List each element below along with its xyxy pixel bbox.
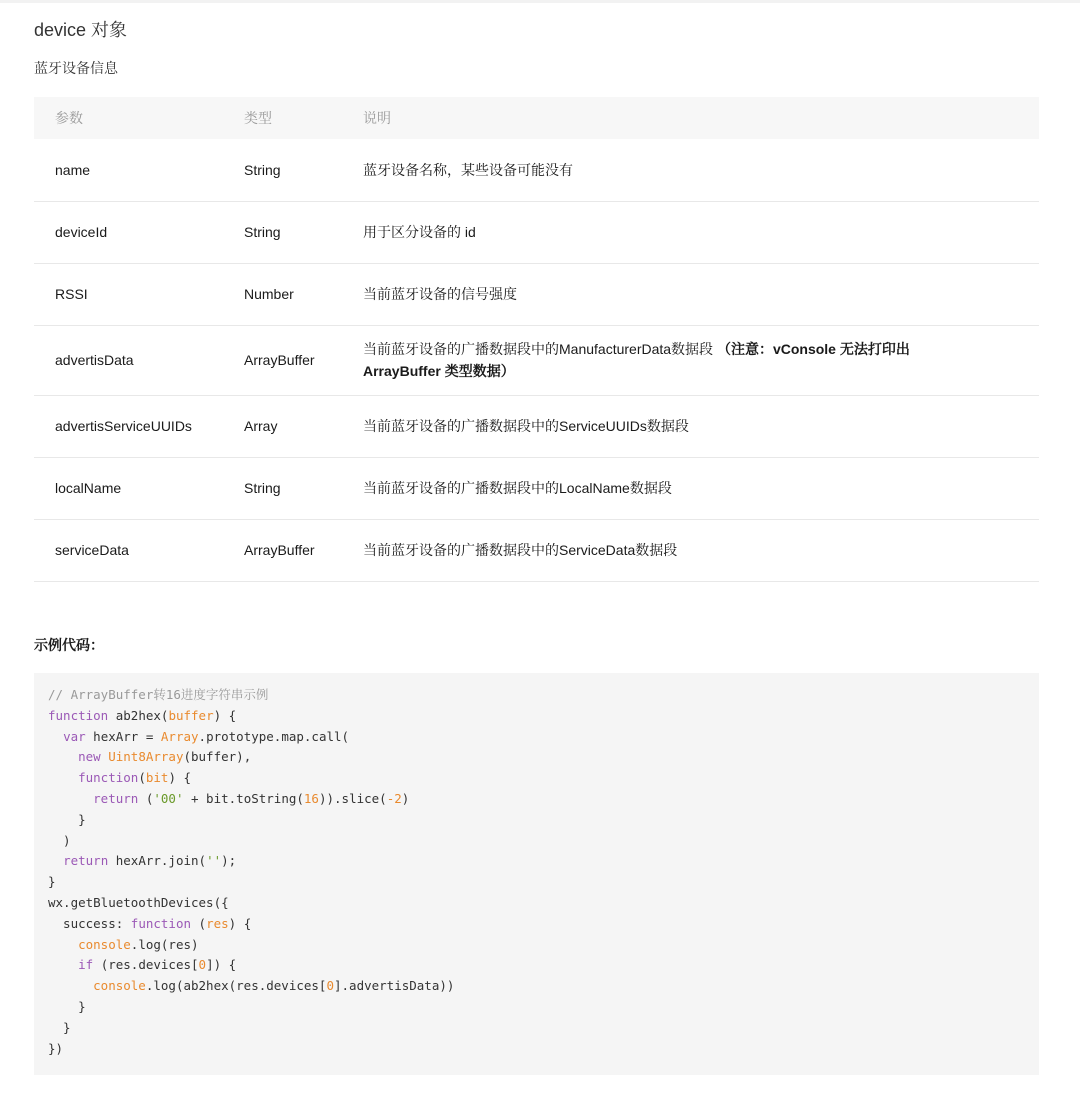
param-name: localName xyxy=(34,457,244,519)
code-block[interactable] xyxy=(34,673,1039,1075)
param-name: advertisData xyxy=(34,325,244,395)
code-token-plain: .prototype.map.call( xyxy=(198,728,350,744)
code-token-plain: (res.devices[ xyxy=(93,957,199,973)
code-token-plain: ].advertisData)) xyxy=(334,978,455,994)
param-name: RSSI xyxy=(34,263,244,325)
param-desc-text: 当前蓝牙设备的广播数据段中的ServiceData数据段 xyxy=(363,542,678,558)
code-token-plain: ab2hex( xyxy=(108,707,169,723)
param-type: Array xyxy=(244,395,363,457)
code-token-plain: ) xyxy=(48,832,71,848)
code-line xyxy=(48,1041,63,1056)
code-line xyxy=(48,687,268,702)
table-row xyxy=(34,395,1039,457)
param-type: String xyxy=(244,139,363,201)
code-line xyxy=(48,770,191,785)
param-name: serviceData xyxy=(34,519,244,581)
code-token-plain: } xyxy=(48,1019,71,1035)
param-desc-text: 当前蓝牙设备的广播数据段中的ServiceUUIDs数据段 xyxy=(363,418,689,434)
code-token-keyword: var xyxy=(63,728,86,744)
code-token-plain: hexArr.join( xyxy=(108,853,207,869)
param-desc xyxy=(363,519,1039,581)
param-desc xyxy=(363,139,1039,201)
code-token-plain xyxy=(48,791,93,806)
code-token-keyword: new xyxy=(78,749,101,765)
table-header-row xyxy=(34,97,1039,139)
table-row xyxy=(34,457,1039,519)
example-code-label: 示例代码： xyxy=(34,637,104,653)
code-token-keyword: function xyxy=(130,915,192,931)
top-divider xyxy=(0,0,1080,3)
code-line xyxy=(48,999,86,1014)
device-params-table xyxy=(34,97,1039,582)
code-token-comment: // ArrayBuffer转16进度字符串示例 xyxy=(48,687,269,702)
param-note: （注意：vConsole 无法打印出 ArrayBuffer 类型数据） xyxy=(363,341,910,379)
code-token-plain xyxy=(48,957,78,972)
param-desc-text: 当前蓝牙设备的广播数据段中的ManufacturerData数据段 xyxy=(363,341,714,357)
code-token-keyword: return xyxy=(63,853,109,869)
code-token-plain: .log(res) xyxy=(130,936,199,952)
param-desc xyxy=(363,325,1039,395)
param-name: deviceId xyxy=(34,201,244,263)
code-token-plain xyxy=(48,937,78,952)
code-token-plain xyxy=(48,770,78,785)
column-header-type: 类型 xyxy=(244,110,272,126)
code-token-number: -2 xyxy=(386,790,402,806)
code-token-string: '00' xyxy=(153,790,184,806)
code-token-plain: ( xyxy=(138,790,154,806)
code-line xyxy=(48,937,199,952)
code-line xyxy=(48,978,454,993)
code-token-keyword: return xyxy=(93,790,139,806)
code-line xyxy=(48,895,229,910)
table-row xyxy=(34,139,1039,201)
code-token-plain: ); xyxy=(221,853,237,869)
code-line xyxy=(48,957,236,972)
code-token-plain: success: xyxy=(48,915,131,931)
code-line xyxy=(48,708,236,723)
code-token-plain: } xyxy=(48,811,86,827)
code-token-plain: }) xyxy=(48,1040,64,1056)
param-desc-text: 当前蓝牙设备的信号强度 xyxy=(363,286,517,302)
code-token-plain: ) { xyxy=(213,707,237,723)
code-token-plain: ) { xyxy=(228,915,252,931)
param-desc xyxy=(363,395,1039,457)
param-desc xyxy=(363,263,1039,325)
code-token-plain: (buffer), xyxy=(183,749,252,765)
code-token-plain: } xyxy=(48,874,56,890)
param-type: String xyxy=(244,457,363,519)
code-token-param: buffer xyxy=(168,707,214,723)
param-type: Number xyxy=(244,263,363,325)
code-token-number: 0 xyxy=(326,978,334,994)
param-type: ArrayBuffer xyxy=(244,519,363,581)
code-line xyxy=(48,812,86,827)
param-desc xyxy=(363,457,1039,519)
column-header-param: 参数 xyxy=(55,110,83,126)
code-line xyxy=(48,853,236,868)
param-type: String xyxy=(244,201,363,263)
code-token-plain: ) xyxy=(401,790,410,806)
code-line xyxy=(48,833,71,848)
code-token-param: bit xyxy=(145,770,169,786)
code-token-param: res xyxy=(206,915,229,931)
code-token-plain xyxy=(48,749,78,764)
table-row xyxy=(34,325,1039,395)
code-token-plain: ) { xyxy=(168,770,192,786)
code-token-plain: } xyxy=(48,998,86,1014)
code-token-plain xyxy=(48,978,93,993)
code-token-number: 16 xyxy=(303,790,319,806)
code-token-plain: ]) { xyxy=(206,957,237,973)
section-subtitle: 蓝牙设备信息 xyxy=(34,60,118,76)
code-token-keyword: function xyxy=(78,770,139,786)
code-token-plain: ( xyxy=(138,770,146,786)
code-line xyxy=(48,791,409,806)
code-line xyxy=(48,874,56,889)
code-token-keyword: if xyxy=(78,957,94,973)
code-line xyxy=(48,916,251,931)
param-desc xyxy=(363,201,1039,263)
code-token-plain: hexArr = xyxy=(85,728,161,744)
code-token-plain: )).slice( xyxy=(318,790,387,806)
code-token-plain xyxy=(48,729,63,744)
param-desc-text: 用于区分设备的 id xyxy=(363,224,476,240)
param-name: advertisServiceUUIDs xyxy=(34,395,244,457)
code-line xyxy=(48,1020,71,1035)
param-name: name xyxy=(34,139,244,201)
code-token-builtin: console xyxy=(78,936,131,952)
param-desc-text: 当前蓝牙设备的广播数据段中的LocalName数据段 xyxy=(363,480,672,496)
section-title: device 对象 xyxy=(34,20,128,40)
code-token-plain: .log(ab2hex(res.devices[ xyxy=(145,978,327,994)
code-token-keyword: function xyxy=(48,707,109,723)
code-token-plain: + bit.toString( xyxy=(183,790,304,806)
code-token-plain xyxy=(48,853,63,868)
table-row xyxy=(34,263,1039,325)
column-header-desc: 说明 xyxy=(363,110,391,126)
code-token-plain: ( xyxy=(191,915,207,931)
code-token-builtin: Array xyxy=(160,728,199,744)
code-line xyxy=(48,729,349,744)
code-line xyxy=(48,749,251,764)
param-type: ArrayBuffer xyxy=(244,325,363,395)
table-row xyxy=(34,201,1039,263)
code-token-builtin: console xyxy=(93,978,146,994)
table-row xyxy=(34,519,1039,581)
code-token-number: 0 xyxy=(198,957,207,973)
code-token-builtin: Uint8Array xyxy=(108,749,184,765)
param-desc-text: 蓝牙设备名称，某些设备可能没有 xyxy=(363,161,573,178)
code-token-string: '' xyxy=(206,853,222,869)
code-token-plain: wx.getBluetoothDevices({ xyxy=(48,894,229,910)
